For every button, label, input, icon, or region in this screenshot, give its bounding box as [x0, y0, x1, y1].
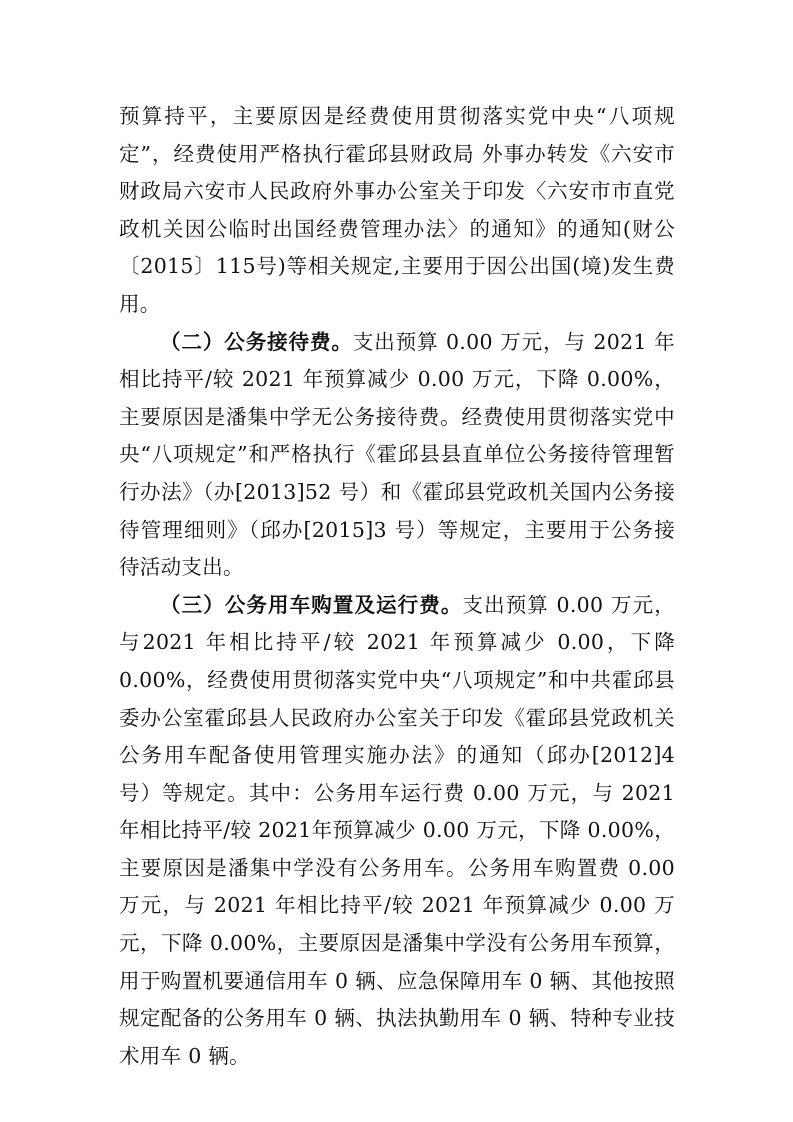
paragraph-outbound-travel — [119, 98, 675, 324]
paragraph-vehicle-expense — [119, 587, 675, 1076]
section-heading-reception: （二）公务接待费。 — [160, 329, 353, 354]
section-heading-vehicle: （三）公务用车购置及运行费。 — [160, 592, 463, 617]
paragraph-text: 支出预算 0.00 万元，与 2021 年相比持平/较 2021 年预算减少 0.00 万元，下降 0.00%，主要原因是潘集中学无公务接待费。经费使用贯彻落实党中央“八项规定”和严格执行《霍邱县县直单位公务接待管理暂行办法》（办[2013]52 号）和《霍邱县党政机关国内公务接待管理细则》（邱办[2015]3 号）等规定，主要用于公务接待活动支出。 — [119, 329, 675, 580]
paragraph-reception-expense — [119, 324, 675, 587]
document-page — [119, 98, 675, 1075]
paragraph-text: 支出预算 0.00 万元，与2021 年相比持平/较 2021 年预算减少 0.00，下降 0.00%，经费使用贯彻落实党中央“八项规定”和中共霍邱县委办公室霍邱县人民政府办公室关于印发《霍邱县党政机关公务用车配备使用管理实施办法》的通知（邱办[2012]4 号）等规定。其中：公务用车运行费 0.00 万元，与 2021 年相比持平/较 2021年预算减少 0.00 万元，下降 0.00%，主要原因是潘集中学没有公务用车。公务用车购置费 0.00 万元，与 2021 年相比持平/较 2021 年预算减少 0.00 万元，下降 0.00%，主要原因是潘集中学没有公务用车预算，用于购置机要通信用车 0 辆、应急保障用车 0 辆、其他按照规定配备的公务用车 0 辆、执法执勤用车 0 辆、特种专业技术用车 0 辆。 — [119, 592, 676, 1068]
paragraph-text: 预算持平，主要原因是经费使用贯彻落实党中央“八项规定”，经费使用严格执行霍邱县财政局 外事办转发《六安市财政局六安市人民政府外事办公室关于印发〈六安市市直党政机关因公临时出国经费管理办法〉的通知》的通知(财公〔2015〕115号)等相关规定,主要用于因公出国(境)发生费用。 — [119, 104, 675, 316]
